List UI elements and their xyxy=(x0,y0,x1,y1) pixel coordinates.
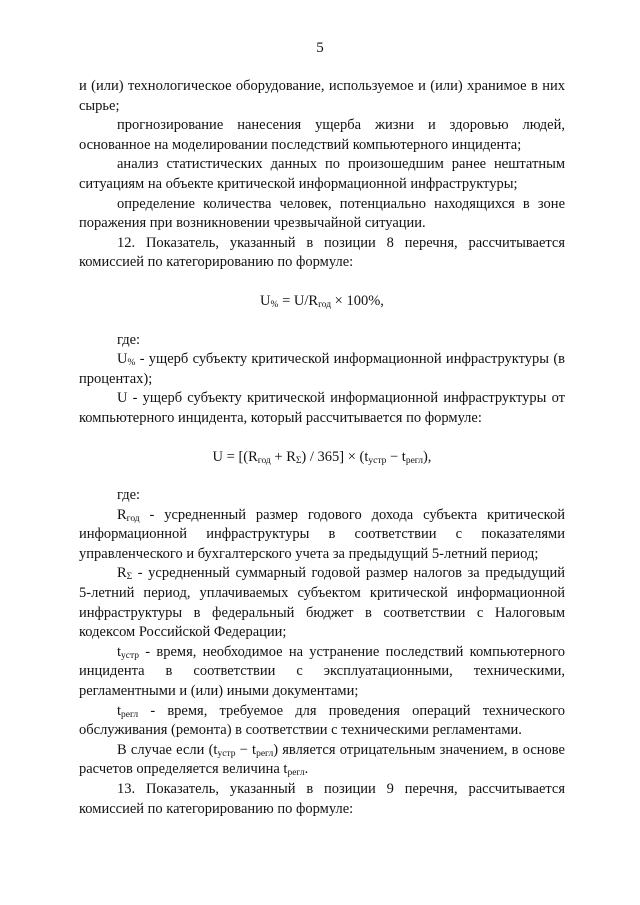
definition-t-ustr: $t_{устр}$ - время, необходимое на устранение последствий компьютерного инцидента в соответствии с эксплуатационными, техническими, регламентными и (или) иными документами; xyxy=(79,643,565,700)
definition-u-percent: $U_{\%}$ - ущерб субъекту критической информационной инфраструктуры (в процентах); xyxy=(79,351,565,387)
where-label: где: xyxy=(117,331,141,348)
where-label: где: xyxy=(117,487,141,504)
page-number: 5 xyxy=(316,40,324,56)
paragraph: и (или) технологическое оборудование, используемое и (или) хранимое в них сырье; xyxy=(79,78,565,114)
formula-u-percent: $U_{\%} = U/R_{год} \times 100\%$, xyxy=(260,292,384,310)
definition-r-sigma: $R_\Sigma$ - усредненный суммарный годовой размер налогов за предыдущий 5-летний период, уплачиваемых субъектом критической информационной инфраструктуры в федеральный бюджет в соответствии с Налоговым кодексом Российской Федерации; xyxy=(79,565,565,641)
paragraph-negative-case: В случае если $(t_{устр} - t_{регл})$ является отрицательным значением, в основе расчетов определяется величина $t_{регл}$. xyxy=(79,741,565,779)
document-body xyxy=(79,77,565,819)
definition-r-god: $R_{год}$ - усредненный размер годового дохода субъекта критической информационной инфраструктуры в соответствии с показателями управленческого и бухгалтерского учета за предыдущий 5-летний период; xyxy=(79,506,565,562)
definition-u: U - ущерб субъекту критической информационной инфраструктуры от компьютерного инцидента, который рассчитывается по формуле: xyxy=(79,390,565,426)
paragraph-item-12: 12. Показатель, указанный в позиции 8 перечня, рассчитывается комиссией по категорированию по формуле: xyxy=(79,234,565,271)
paragraph: анализ статистических данных по произошедшим ранее нештатным ситуациям на объекте критической информационной инфраструктуры; xyxy=(79,156,565,192)
formula-u: $U = [(R_{год} + R_\Sigma) / 365] \times (t_{устр} - t_{регл})$, xyxy=(212,448,432,466)
definition-t-regl: $t_{регл}$ - время, требуемое для проведения операций технического обслуживания (ремонта) в соответствии с техническими регламентами. xyxy=(79,702,565,739)
paragraph: прогнозирование нанесения ущерба жизни и здоровью людей, основанное на моделировании последствий компьютерного инцидента; xyxy=(79,117,565,153)
paragraph-item-13: 13. Показатель, указанный в позиции 9 перечня, рассчитывается комиссией по категорированию по формуле: xyxy=(79,781,565,817)
paragraph: определение количества человек, потенциально находящихся в зоне поражения при возникновении чрезвычайной ситуации. xyxy=(79,195,565,232)
